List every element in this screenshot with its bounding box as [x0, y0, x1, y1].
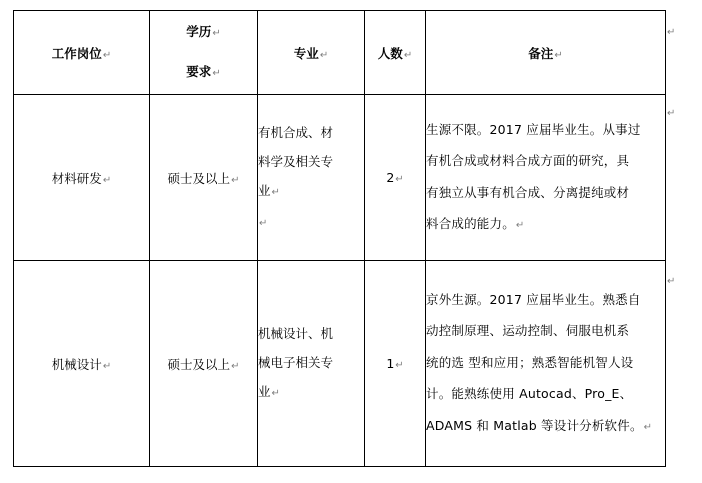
table-row — [14, 261, 666, 467]
table-row — [14, 95, 666, 261]
cell-count: 1↵ — [365, 261, 426, 467]
cell-remarks: 京外生源。2017 应届毕业生。熟悉自 动控制原理、运动控制、伺服电机系 统的选 型和应用；熟悉智能机智人设 计。能熟练使用 Autocad、Pro_E、 ADAMS 和 Matlab 等设计分析软件。↵ — [426, 261, 666, 467]
header-position: 工作岗位↵ — [14, 11, 150, 95]
cell-major: 机械设计、机 械电子相关专 业↵ — [258, 261, 365, 467]
row-end-mark: ↵ — [667, 276, 676, 287]
cell-count: 2↵ — [365, 95, 426, 261]
header-major: 专业↵ — [258, 11, 365, 95]
table-header-row — [14, 11, 666, 95]
cell-position: 材料研发↵ — [14, 95, 150, 261]
header-remarks: 备注↵ — [426, 11, 666, 95]
cell-position: 机械设计↵ — [14, 261, 150, 467]
cell-remarks: 生源不限。2017 应届毕业生。从事过 有机合成或材料合成方面的研究，具 有独立从事有机合成、分离提纯或材 料合成的能力。↵ — [426, 95, 666, 261]
cell-major: 有机合成、材 料学及相关专 业↵ ↵ — [258, 95, 365, 261]
header-count: 人数↵ — [365, 11, 426, 95]
header-education: 学历↵ 要求↵ — [150, 11, 258, 95]
recruitment-table — [13, 10, 666, 467]
row-end-mark: ↵ — [667, 108, 676, 119]
cell-education: 硕士及以上↵ — [150, 261, 258, 467]
cell-education: 硕士及以上↵ — [150, 95, 258, 261]
row-end-mark: ↵ — [667, 27, 676, 38]
